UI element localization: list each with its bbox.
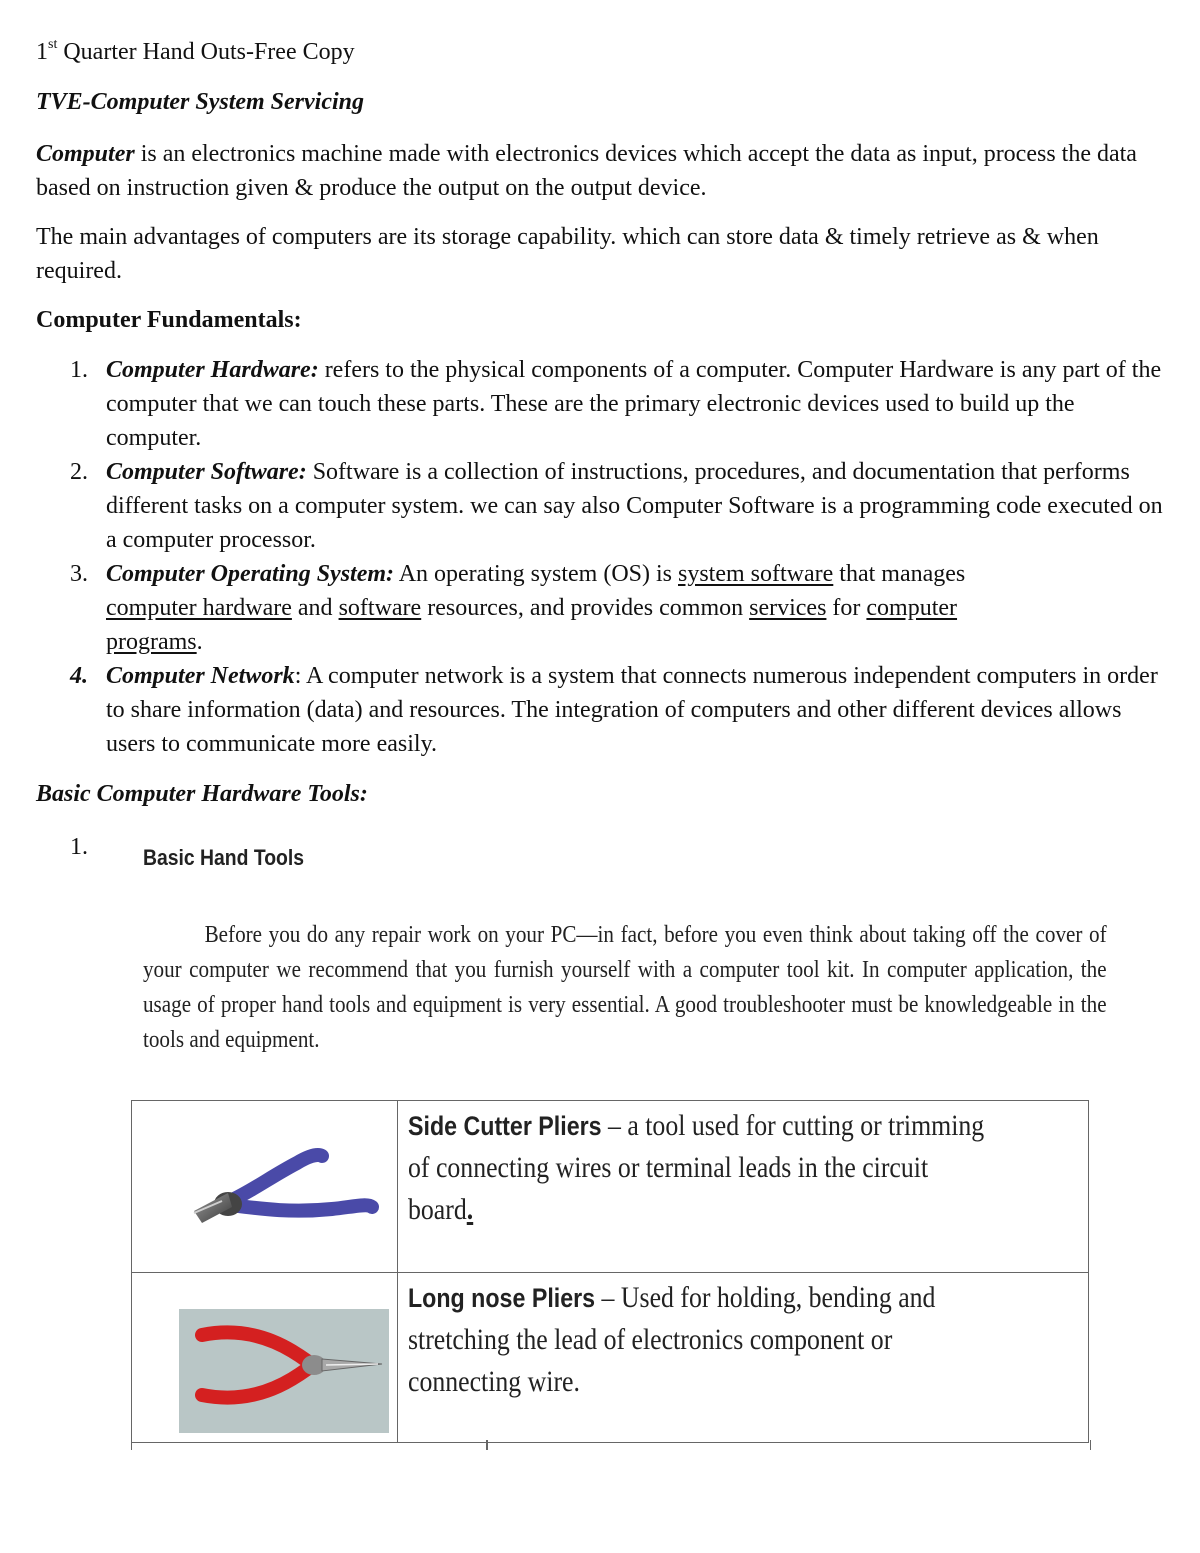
list-item-num: 2.: [70, 459, 88, 485]
list-item-term: Computer Hardware:: [106, 357, 319, 383]
header-title: Quarter Hand Outs-Free Copy: [57, 39, 355, 65]
list-item-text: for: [826, 595, 867, 621]
tools-list-num: 1.: [70, 834, 88, 860]
list-item-num: 1.: [70, 357, 88, 383]
tool-name: Side Cutter Pliers: [408, 1111, 602, 1141]
tools-heading: Basic Computer Hardware Tools:: [36, 781, 368, 807]
list-item: [36, 353, 1166, 455]
tools-intro-paragraph: [143, 918, 1107, 1058]
side-cutter-image-cell: [132, 1101, 398, 1273]
header-line: [36, 35, 355, 69]
list-item-text: : A computer network is a system that connects numerous independent computers in order to share information (data) and resources. The integration of computers and other different devices allows users to communicate more easily.: [106, 663, 1158, 757]
list-item-text: refers to the physical components of a computer. Computer Hardware is any part of the computer that we can touch these parts. These are the primary electronic devices used to build up the computer.: [106, 357, 1162, 451]
tool-desc-end: .: [466, 1193, 474, 1226]
tool-desc: – a tool used for cutting or trimming of connecting wires or terminal leads in the circuit board: [408, 1109, 985, 1226]
list-item-term: Computer Software:: [106, 459, 307, 485]
list-item-text: and: [291, 595, 339, 621]
fundamentals-heading: Computer Fundamentals:: [36, 307, 302, 333]
list-item: [36, 557, 1166, 659]
cutter-jaw: [194, 1193, 232, 1223]
jaw-edge: [326, 1364, 378, 1365]
link-computer-programs[interactable]: computer programs: [106, 595, 958, 655]
list-item-text: resources, and provides common: [421, 595, 750, 621]
tool-name: Long nose Pliers: [408, 1283, 596, 1313]
table-row: [132, 1273, 1089, 1443]
long-nose-image-cell: [132, 1273, 398, 1443]
long-nose-desc-cell: [398, 1273, 1089, 1443]
list-item: [36, 659, 1166, 761]
list-item-num: 4.: [70, 663, 88, 689]
lower-handle: [230, 1205, 372, 1211]
subtitle: TVE-Computer System Servicing: [36, 89, 365, 115]
side-cutter-desc-cell: [398, 1101, 1089, 1273]
list-item-text: Software is a collection of instructions, procedures, and documentation that performs different tasks on a computer system. we can say also Computer Software is a programming code executed on a computer processor.: [106, 459, 1163, 553]
definition-paragraph: [36, 137, 1166, 205]
table-continuation-divider: [486, 1440, 488, 1450]
table-continuation: [131, 1440, 1091, 1450]
side-cutter-desc: [408, 1105, 993, 1231]
list-item-text: An operating system (OS) is: [394, 561, 678, 587]
link-computer-hardware[interactable]: computer hardware: [106, 595, 292, 621]
header-num: 1: [36, 39, 48, 65]
upper-handle: [230, 1155, 322, 1201]
fundamentals-list: [36, 353, 1166, 761]
basic-hand-tools-heading: Basic Hand Tools: [143, 845, 305, 870]
list-item-text: that manages: [833, 561, 966, 587]
advantages-paragraph: The main advantages of computers are its storage capability. which can store data & timely retrieve as & when required.: [36, 224, 1099, 284]
link-system-software[interactable]: system software: [678, 561, 834, 587]
tool-desc: – Used for holding, bending and stretching the lead of electronics component or connecting wire.: [408, 1281, 936, 1398]
link-services[interactable]: services: [749, 595, 827, 621]
tools-intro-text: Before you do any repair work on your PC—in fact, before you even think about taking off the cover of your computer we recommend that you furnish yourself with a computer tool kit. In computer application, the usage of proper hand tools and equipment is very essential. A good troubleshooter must be knowledgeable in the tools and equipment.: [143, 922, 1107, 1053]
tools-table: [131, 1100, 1089, 1443]
definition-text: is an electronics machine made with electronics devices which accept the data as input, process the data based on instruction given & produce the output on the output device.: [36, 141, 1137, 201]
list-item-term: Computer Network: [106, 663, 295, 689]
definition-term: Computer: [36, 141, 135, 167]
table-row: [132, 1101, 1089, 1273]
list-item-num: 3.: [70, 561, 88, 587]
list-item-term: Computer Operating System:: [106, 561, 395, 587]
list-item: [36, 455, 1166, 557]
long-nose-desc: [408, 1277, 993, 1403]
link-software[interactable]: software: [338, 595, 422, 621]
list-item-text: .: [196, 629, 203, 655]
header-sup: st: [48, 37, 58, 52]
